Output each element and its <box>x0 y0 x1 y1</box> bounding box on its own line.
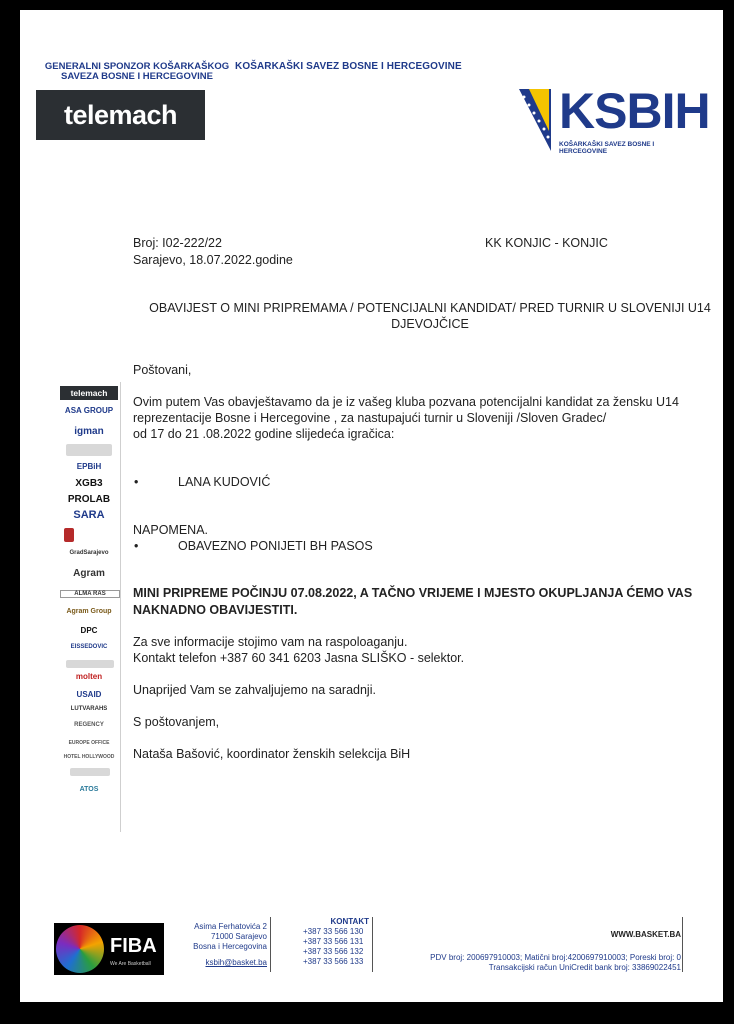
address-line2: 71000 Sarajevo <box>210 932 267 941</box>
sidebar-sponsor-atos: ATOS <box>79 786 99 793</box>
ksbih-wordmark: KSBIH <box>559 83 710 139</box>
ksbih-logo-subtext: KOŠARKAŠKI SAVEZ BOSNE I HERCEGOVINE <box>559 141 655 155</box>
sidebar-sponsor-prolab: PROLAB <box>67 494 111 505</box>
sidebar-sponsor-regency: REGENCY <box>74 722 104 728</box>
telemach-logo: telemach <box>36 90 205 140</box>
subject-line2: DJEVOJČICE <box>391 317 469 331</box>
sidebar-sponsor-epbih: EPBiH <box>76 462 102 471</box>
closing: S poštovanjem, <box>133 715 220 729</box>
sidebar-sponsor-logo <box>66 660 114 668</box>
sidebar-sponsor-agram: Agram <box>73 568 105 579</box>
sponsor-caption-line1: GENERALNI SPONZOR KOŠARKAŠKOG <box>44 61 230 72</box>
email-link[interactable]: ksbih@basket.ba <box>205 958 267 967</box>
note-label: NAPOMENA. <box>133 523 209 537</box>
footer-divider <box>682 917 683 972</box>
reference-number: Broj: I02-222/22 <box>133 236 222 250</box>
address-line3: Bosna i Hercegovina <box>193 942 267 951</box>
sidebar-sponsor-igman: igman <box>74 426 104 437</box>
greeting: Poštovani, <box>133 363 192 377</box>
bullet-icon: • <box>134 539 139 553</box>
address-block <box>193 922 267 968</box>
important-notice-line2: NAKNADNO OBAVIJESTITI. <box>133 603 298 617</box>
body-line2: reprezentacije Bosne i Hercegovine , za nastupajući turnir u Sloveniji /Sloven Gradec/ <box>133 411 607 425</box>
fiba-wordmark: FIBA <box>110 935 157 957</box>
website-link[interactable]: WWW.BASKET.BA <box>610 930 681 939</box>
address-line1: Asima Ferhatovića 2 <box>194 922 267 931</box>
sarajevo-crest-icon <box>64 528 74 542</box>
thanks-line: Unaprijed Vam se zahvaljujemo na saradnji. <box>133 683 376 697</box>
note-item: OBAVEZNO PONIJETI BH PASOS <box>178 539 373 553</box>
sidebar-sponsor-alma-ras: ALMA RAS <box>60 590 120 598</box>
subject-line1: OBAVIJEST O MINI PRIPREMAMA / POTENCIJALNI KANDIDAT/ PRED TURNIR U SLOVENIJI U14 <box>149 301 711 315</box>
info-line1: Za sve informacije stojimo vam na raspoloaganju. <box>133 635 408 649</box>
footer-divider <box>372 917 373 972</box>
sidebar-sponsor-xgb3: XGB3 <box>75 478 103 489</box>
sidebar-sponsor-telemach: telemach <box>60 386 118 400</box>
bank-info: Transakcijski račun UniCredit bank broj: 33869022451 <box>488 963 681 972</box>
body-line3: od 17 do 21 .08.2022 godine slijedeća igračica: <box>133 427 395 441</box>
sidebar-sponsor-logo <box>70 768 110 776</box>
sidebar-sponsor-usaid: USAID <box>76 690 102 699</box>
general-sponsor-caption <box>42 62 232 82</box>
basketball-icon <box>56 925 104 973</box>
important-notice-line1: MINI PRIPREME POČINJU 07.08.2022, A TAČNO VRIJEME I MJESTO OKUPLJANJA ĆEMO VAS <box>133 586 693 600</box>
sponsor-sidebar <box>60 382 121 832</box>
phone-line: +387 33 566 132 <box>303 947 364 956</box>
signature: Nataša Bašović, koordinator ženskih selekcija BiH <box>133 747 411 761</box>
phone-line: +387 33 566 130 <box>303 927 364 936</box>
phone-line: +387 33 566 131 <box>303 937 364 946</box>
fiba-tagline: We Are Basketball <box>110 961 151 967</box>
fiba-logo <box>54 923 164 975</box>
phone-line: +387 33 566 133 <box>303 957 364 966</box>
sidebar-sponsor-asa: ASA GROUP <box>64 406 114 415</box>
recipient: KK KONJIC - KONJIC <box>485 236 608 250</box>
sidebar-sponsor-hotel-hollywood: HOTEL HOLLYWOOD <box>63 754 115 760</box>
bullet-icon: • <box>134 475 139 489</box>
player-name: LANA KUDOVIĆ <box>178 475 271 489</box>
sidebar-sponsor-europe-office: EUROPE OFFICE <box>68 740 110 746</box>
sidebar-sponsor-grad-sarajevo: GradSarajevo <box>69 550 109 556</box>
federation-name: KOŠARKAŠKI SAVEZ BOSNE I HERCEGOVINE <box>235 61 462 72</box>
sidebar-sponsor-logo <box>66 444 112 456</box>
letter-page <box>20 10 723 1002</box>
sidebar-sponsor-dpc: DPC <box>80 626 98 635</box>
sidebar-sponsor-molten: molten <box>75 672 103 681</box>
contact-block <box>303 917 369 967</box>
sidebar-sponsor-lutvarahs: LUTVARAHS <box>70 706 108 712</box>
info-line2: Kontakt telefon +387 60 341 6203 Jasna SLIŠKO - selektor. <box>133 651 465 665</box>
body-line1: Ovim putem Vas obavještavamo da je iz vašeg kluba pozvana potencijalni kandidat za žensku U14 <box>133 395 679 409</box>
bih-flag-icon <box>515 85 555 155</box>
sidebar-sponsor-agram-group: Agram Group <box>66 608 112 615</box>
ksbih-logo <box>515 83 710 155</box>
sidebar-sponsor-sara: SARA <box>73 509 105 521</box>
tax-info: PDV broj: 200697910003; Matični broj:4200697910003; Poreski broj: 0 <box>430 953 681 962</box>
contact-title: KONTAKT <box>330 917 369 926</box>
sidebar-sponsor-eissedovic: EISSEDOVIC <box>70 644 108 650</box>
sponsor-caption-line2: SAVEZA BOSNE I HERCEGOVINE <box>60 71 214 82</box>
letter-date: Sarajevo, 18.07.2022.godine <box>133 253 293 267</box>
footer-divider <box>270 917 271 972</box>
